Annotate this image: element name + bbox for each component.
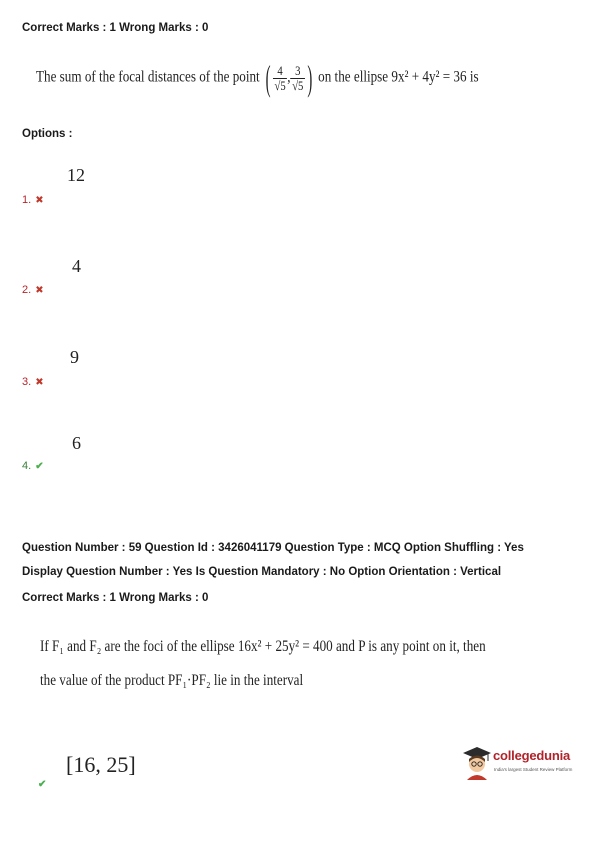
q58-marks: Correct Marks : 1 Wrong Marks : 0 — [22, 22, 209, 34]
graduate-avatar-icon — [462, 746, 492, 780]
q59-marks: Correct Marks : 1 Wrong Marks : 0 — [22, 592, 209, 604]
q58-fraction-x: $\frac{4}{√5}$ — [274, 62, 286, 93]
q59-option-1-value: [16, 25] — [66, 752, 136, 777]
q58-fraction-y: $\frac{3}{√5}$ — [292, 62, 304, 93]
q59-question-line2: the value of the product PF₁·PF₂ lie in the interval — [40, 672, 304, 689]
collegedunia-logo — [462, 744, 582, 784]
option-2-value: 4 — [72, 256, 81, 276]
option-4-number: 4. ✔ — [22, 460, 44, 472]
q59-option-1-mark — [34, 778, 46, 790]
wrong-cross-icon: ✖ — [35, 377, 44, 388]
q58-options-label: Options : — [22, 128, 73, 140]
q58-text-before: The sum of the focal distances of the point — [36, 68, 260, 86]
q58-question-text: The sum of the focal distances of the point ( $\frac{4}{√5}$ , $\frac{3}{√5}$ ) on the ellipse 9x² + 4y² = 36 is — [36, 58, 479, 98]
wrong-cross-icon: ✖ — [35, 195, 44, 206]
correct-check-icon: ✔ — [38, 779, 47, 790]
option-3-value: 9 — [70, 347, 79, 367]
option-1-number: 1. ✖ — [22, 194, 44, 206]
option-3-number: 3. ✖ — [22, 376, 44, 388]
q58-text-after: on the ellipse 9x² + 4y² = 36 is — [318, 68, 479, 86]
option-4-value: 6 — [72, 433, 81, 453]
q59-question-line1: If F₁ and F₂ are the foci of the ellipse 16x² + 25y² = 400 and P is any point on it, then — [40, 638, 486, 655]
option-2-number: 2. ✖ — [22, 284, 44, 296]
wrong-cross-icon: ✖ — [35, 285, 44, 296]
logo-tagline: India's largest Student Review Platform — [494, 767, 573, 772]
correct-check-icon: ✔ — [35, 461, 44, 472]
q59-meta-line2: Display Question Number : Yes Is Question Mandatory : No Option Orientation : Vertical — [22, 566, 502, 578]
logo-wordmark: collegedunia — [493, 748, 571, 763]
q59-meta-line1: Question Number : 59 Question Id : 3426041179 Question Type : MCQ Option Shuffling : Yes — [22, 542, 524, 554]
option-1-value: 12 — [67, 165, 85, 185]
